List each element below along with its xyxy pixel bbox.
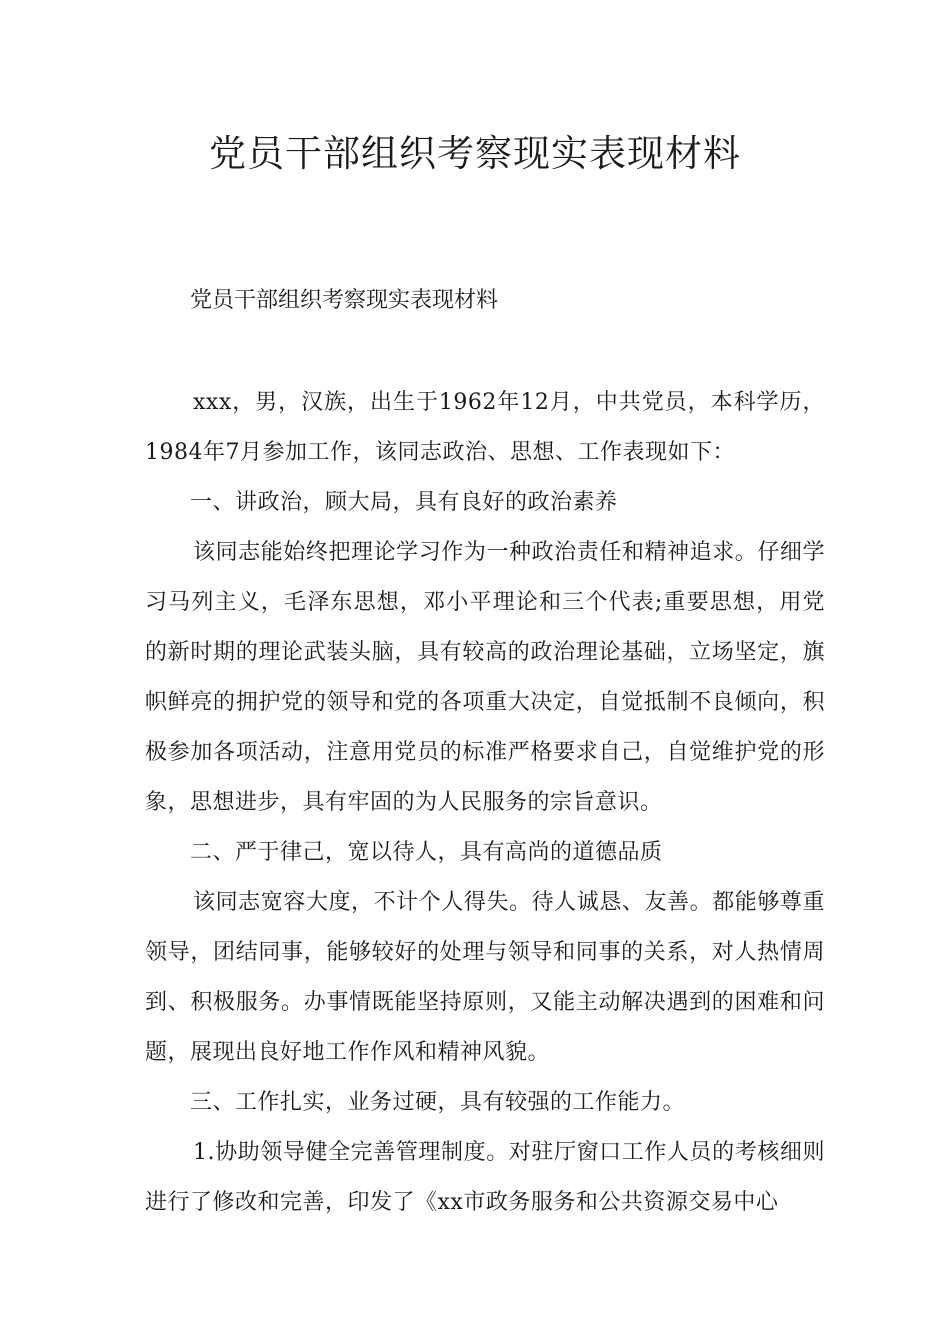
- section-paragraph-2: 该同志宽容大度，不计个人得失。待人诚恳、友善。都能够尊重领导，团结同事，能够较好的处理与领导和同事的关系，对人热情周到、积极服务。办事情既能坚持原则，又能主动解决遇到的困难和问题，展现出良好地工作作风和精神风貌。: [145, 890, 825, 1065]
- document-subtitle: 党员干部组织考察现实表现材料: [190, 288, 499, 313]
- section-paragraph-3: 1.协助领导健全完善管理制度。对驻厅窗口工作人员的考核细则进行了修改和完善，印发了《xx市政务服务和公共资源交易中心: [145, 1140, 825, 1215]
- document-body: [145, 378, 825, 1228]
- section-heading-1: 一、讲政治，顾大局，具有良好的政治素养: [190, 490, 618, 515]
- section-heading-2: 二、严于律己，宽以待人，具有高尚的道德品质: [190, 840, 663, 865]
- section-heading-3: 三、工作扎实，业务过硬，具有较强的工作能力。: [190, 1090, 686, 1115]
- intro-paragraph: xxx，男，汉族，出生于1962年12月，中共党员，本科学历，1984年7月参加工作，该同志政治、思想、工作表现如下：: [145, 390, 825, 465]
- document-title: 党员干部组织考察现实表现材料: [209, 132, 741, 175]
- section-paragraph-1: 该同志能始终把理论学习作为一种政治责任和精神追求。仔细学习马列主义，毛泽东思想，邓小平理论和三个代表;重要思想，用党的新时期的理论武装头脑，具有较高的政治理论基础，立场坚定，旗帜鲜亮的拥护党的领导和党的各项重大决定，自觉抵制不良倾向，积极参加各项活动，注意用党员的标准严格要求自己，自觉维护党的形象，思想进步，具有牢固的为人民服务的宗旨意识。: [145, 540, 825, 815]
